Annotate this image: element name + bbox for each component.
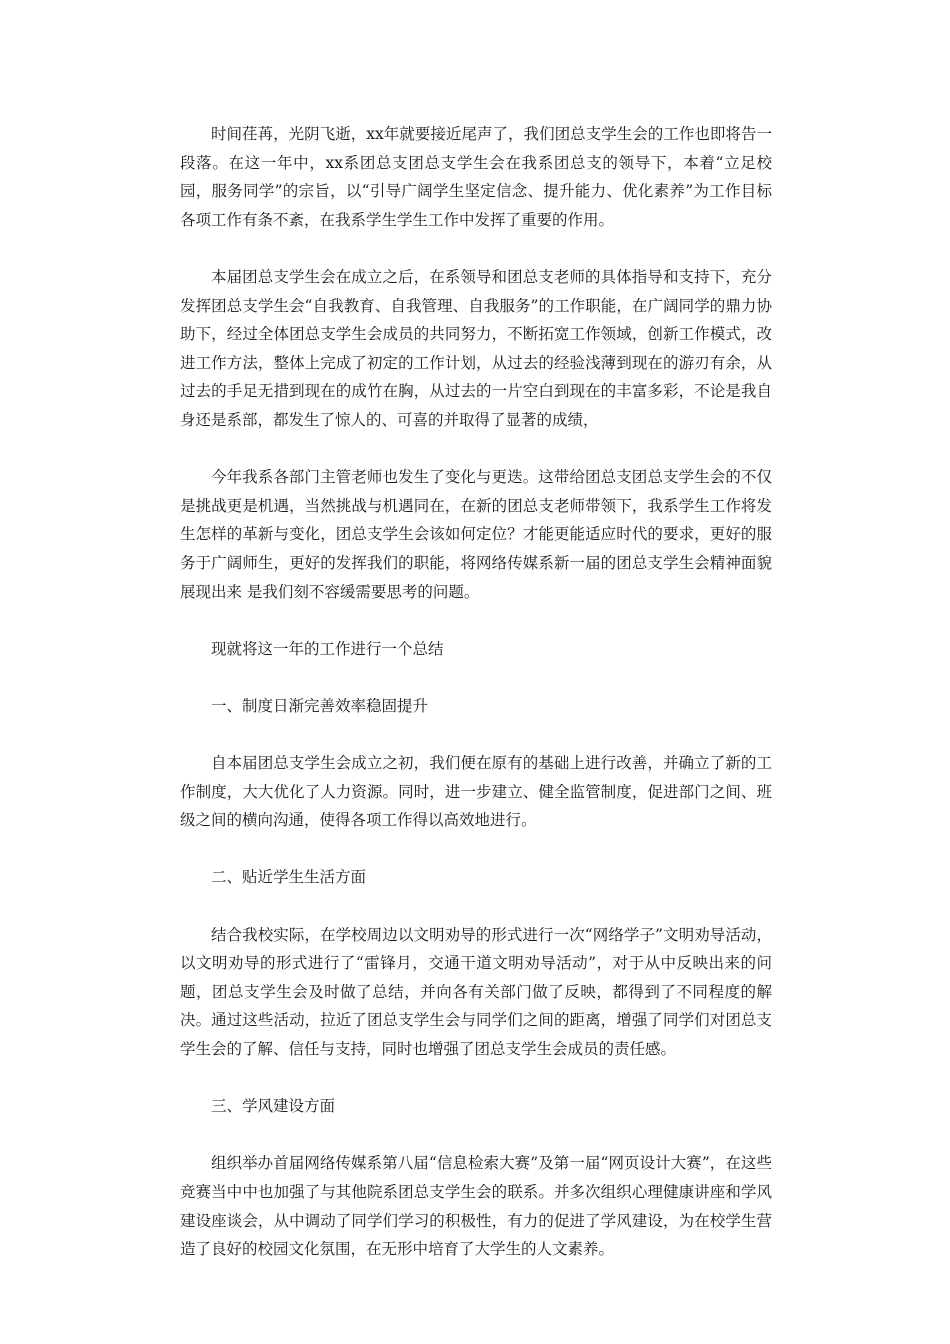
paragraph-achievements: 本届团总支学生会在成立之后，在系领导和团总支老师的具体指导和支持下，充分发挥团总支学生会“自我教育、自我管理、自我服务”的工作职能，在广阔同学的鼎力协助下，经过全体团总支学生会成员的共同努力，不断拓宽工作领域，创新工作模式，改进工作方法，整体上完成了初定的工作计划，从过去的经验浅薄到现在的游刃有余，从过去的手足无措到现在的成竹在胸，从过去的一片空白到现在的丰富多彩，不论是我自身还是系部，都发生了惊人的、可喜的并取得了显著的成绩， (180, 267, 772, 429)
section-heading-2: 二、贴近学生生活方面 (211, 868, 367, 887)
section-heading-1: 一、制度日渐完善效率稳固提升 (211, 696, 429, 715)
paragraph-intro: 时间荏苒，光阴飞逝，xx年就要接近尾声了，我们团总支学生会的工作也即将告一段落。在这一年中，xx系团总支团总支学生会在我系团总支的领导下，本着“立足校园，服务同学”的宗旨，以“引导广阔学生坚定信念、提升能力、优化素养”为工作目标各项工作有条不紊，在我系学生学生工作中发挥了重要的作用。 (180, 125, 772, 229)
paragraph-section-1: 自本届团总支学生会成立之初，我们便在原有的基础上进行改善，并确立了新的工作制度，大大优化了人力资源。同时，进一步建立、健全监管制度，促进部门之间、班级之间的横向沟通，使得各项工作得以高效地进行。 (180, 754, 772, 830)
summary-intro-line: 现就将这一年的工作进行一个总结 (211, 639, 444, 658)
section-heading-3: 三、学风建设方面 (211, 1097, 336, 1116)
paragraph-section-3: 组织举办首届网络传媒系第八届“信息检索大赛”及第一届“网页设计大赛”，在这些竞赛当中中也加强了与其他院系团总支学生会的联系。并多次组织心理健康讲座和学风建设座谈会，从中调动了同学们学习的积极性，有力的促进了学风建设，为在校学生营造了良好的校园文化氛围，在无形中培育了大学生的人文素养。 (180, 1154, 772, 1259)
document-body (180, 120, 772, 1292)
paragraph-section-2: 结合我校实际，在学校周边以文明劝导的形式进行一次“网络学子”文明劝导活动，以文明劝导的形式进行了“雷锋月，交通干道文明劝导活动”，对于从中反映出来的问题，团总支学生会及时做了总结，并向各有关部门做了反映，都得到了不同程度的解决。通过这些活动，拉近了团总支学生会与同学们之间的距离，增强了同学们对团总支学生会的了解、信任与支持，同时也增强了团总支学生会成员的责任感。 (180, 925, 772, 1058)
paragraph-changes: 今年我系各部门主管老师也发生了变化与更迭。这带给团总支团总支学生会的不仅是挑战更是机遇，当然挑战与机遇同在，在新的团总支老师带领下，我系学生工作将发生怎样的革新与变化，团总支学生会该如何定位？才能更能适应时代的要求，更好的服务于广阔师生，更好的发挥我们的职能，将网络传媒系新一届的团总支学生会精神面貌展现出来 是我们刻不容缓需要思考的问题。 (180, 468, 772, 601)
